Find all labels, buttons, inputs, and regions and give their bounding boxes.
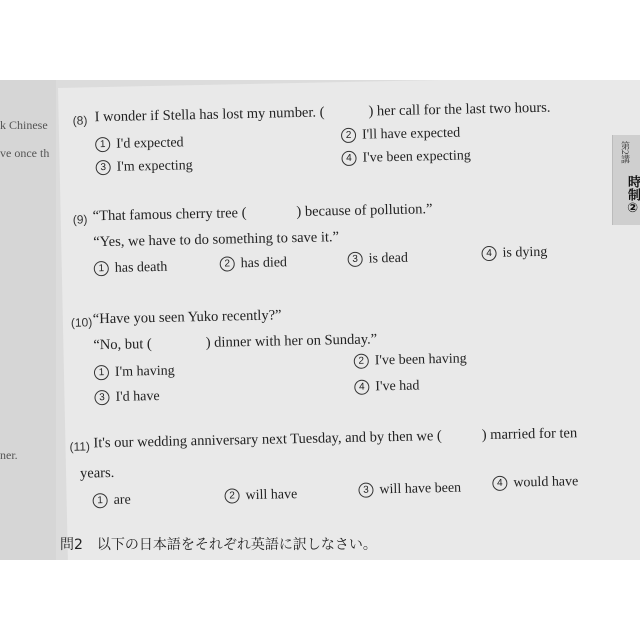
option [354, 352, 467, 370]
answer-blank [247, 216, 297, 217]
option [358, 481, 461, 499]
chapter-tab [612, 135, 640, 225]
question-stem [93, 331, 377, 354]
option-text: I'm expecting [116, 158, 193, 175]
option-text: will have [245, 487, 298, 504]
left-page [0, 80, 56, 560]
option-number: 3 [347, 252, 362, 267]
option-text: is dead [368, 250, 409, 267]
question-number: (9) [72, 212, 88, 227]
option [492, 474, 578, 492]
option-number: 1 [94, 261, 109, 276]
option [92, 493, 130, 510]
option [481, 245, 547, 262]
question-stem [94, 100, 550, 127]
stem-text: ) her call for the last two hours. [368, 99, 551, 120]
photo-area [0, 80, 640, 560]
option-text: I'm having [114, 363, 175, 380]
option [341, 148, 471, 167]
stem-text: “No, but ( [93, 336, 152, 354]
option [95, 135, 184, 153]
question-number: (11) [69, 439, 91, 454]
answer-blank [442, 439, 482, 440]
option-number: 4 [492, 476, 507, 491]
right-page [58, 80, 640, 560]
option [94, 260, 168, 278]
option-number: 1 [94, 365, 109, 380]
left-page-text: k Chinese [0, 118, 48, 132]
option-number: 4 [354, 380, 369, 395]
option-text: I've had [375, 378, 420, 395]
option-text: would have [513, 474, 579, 491]
left-page-text: ve once th [0, 146, 50, 160]
option-number: 1 [92, 493, 107, 508]
chapter-tab-number: 第2講 [620, 141, 630, 164]
option-number: 4 [481, 246, 496, 261]
option-number: 1 [95, 137, 110, 152]
section-heading: 問2 以下の日本語をそれぞれ英語に訳しなさい。 [60, 537, 377, 553]
answer-blank [152, 347, 206, 348]
stem-text: ) dinner with her on Sunday.” [205, 331, 378, 351]
stem-text: ) married for ten [481, 425, 578, 444]
question-line: “Yes, we have to do something to save it.” [93, 229, 340, 251]
stem-text: I wonder if Stella has lost my number. ( [94, 104, 325, 126]
option-text: is dying [502, 244, 548, 261]
question-stem [93, 425, 577, 452]
chapter-tab-title: 時制② [625, 175, 640, 216]
option-number: 4 [341, 151, 356, 166]
option [224, 487, 297, 505]
option-number: 3 [358, 482, 373, 497]
question-number: (8) [72, 113, 88, 128]
option-text: I've been expecting [362, 148, 471, 166]
stem-text: It's our wedding anniversary next Tuesday, and by then we ( [93, 428, 442, 452]
option [96, 158, 193, 176]
option [94, 389, 159, 406]
option-text: I'll have expected [361, 125, 461, 143]
option-text: will have been [379, 480, 462, 498]
option-number: 3 [96, 160, 111, 175]
option-text: I've been having [374, 351, 467, 369]
option-text: I'd have [115, 388, 160, 405]
stem-text: ) because of pollution.” [296, 201, 433, 221]
option-text: has death [114, 259, 168, 276]
question-number: (10) [70, 315, 93, 330]
answer-blank [325, 116, 369, 117]
option-text: I'd expected [116, 135, 184, 152]
option [347, 251, 408, 268]
option [341, 126, 460, 144]
option-text: are [113, 492, 131, 508]
option-text: has died [240, 255, 288, 272]
question-stem [93, 201, 433, 225]
option [354, 378, 419, 395]
option-number: 2 [224, 488, 239, 503]
option-number: 2 [220, 256, 235, 271]
question-line: years. [79, 464, 115, 482]
left-page-text: ner. [0, 448, 18, 462]
option [94, 364, 175, 382]
option-number: 3 [94, 390, 109, 405]
question-line: “Have you seen Yuko recently?” [92, 307, 282, 328]
option [220, 255, 288, 272]
stem-text: “That famous cherry tree ( [92, 205, 247, 225]
option-number: 2 [354, 354, 369, 369]
option-number: 2 [341, 128, 356, 143]
